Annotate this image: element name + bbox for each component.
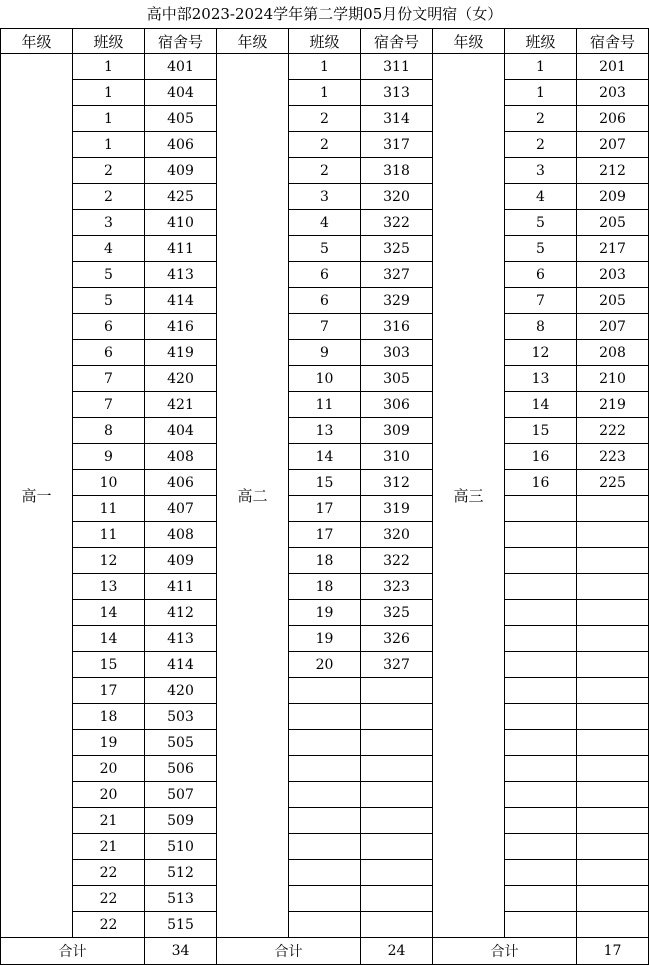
- total-value: 17: [577, 938, 649, 965]
- dorm-cell: [361, 808, 433, 834]
- class-cell: 1: [505, 54, 577, 80]
- header-class: 班级: [505, 29, 577, 54]
- table-row: [1, 548, 649, 574]
- class-cell: [289, 834, 361, 860]
- class-cell: [505, 782, 577, 808]
- dorm-cell: 201: [577, 54, 649, 80]
- class-cell: 21: [73, 808, 145, 834]
- class-cell: 5: [505, 236, 577, 262]
- dorm-cell: 313: [361, 80, 433, 106]
- class-cell: 8: [73, 418, 145, 444]
- class-cell: 2: [505, 106, 577, 132]
- dorm-cell: [577, 548, 649, 574]
- class-cell: 2: [505, 132, 577, 158]
- dorm-cell: [577, 522, 649, 548]
- class-cell: [505, 496, 577, 522]
- dorm-cell: 322: [361, 210, 433, 236]
- class-cell: 2: [289, 158, 361, 184]
- dormitory-table: [0, 28, 649, 965]
- dorm-cell: 404: [145, 418, 217, 444]
- class-cell: 6: [73, 314, 145, 340]
- dorm-cell: 207: [577, 132, 649, 158]
- table-row: [1, 600, 649, 626]
- header-class: 班级: [73, 29, 145, 54]
- dorm-cell: 510: [145, 834, 217, 860]
- table-row: [1, 496, 649, 522]
- class-cell: 15: [73, 652, 145, 678]
- class-cell: 14: [73, 626, 145, 652]
- table-row: [1, 80, 649, 106]
- table-row: [1, 834, 649, 860]
- dorm-cell: 420: [145, 366, 217, 392]
- class-cell: 22: [73, 886, 145, 912]
- dorm-cell: 410: [145, 210, 217, 236]
- class-cell: 18: [289, 574, 361, 600]
- class-cell: 20: [73, 782, 145, 808]
- dorm-cell: 327: [361, 652, 433, 678]
- dorm-cell: 411: [145, 236, 217, 262]
- class-cell: 20: [289, 652, 361, 678]
- class-cell: 1: [73, 80, 145, 106]
- dorm-cell: 409: [145, 548, 217, 574]
- dorm-cell: [577, 860, 649, 886]
- dorm-cell: [577, 756, 649, 782]
- class-cell: 4: [289, 210, 361, 236]
- dorm-cell: [577, 782, 649, 808]
- class-cell: 1: [505, 80, 577, 106]
- page-title: 高中部2023-2024学年第二学期05月份文明宿（女）: [146, 5, 503, 23]
- class-cell: 7: [505, 288, 577, 314]
- dorm-cell: [577, 704, 649, 730]
- dorm-cell: 312: [361, 470, 433, 496]
- grade-cell: 高一: [1, 54, 73, 938]
- dorm-cell: 212: [577, 158, 649, 184]
- dorm-cell: 222: [577, 418, 649, 444]
- class-cell: 9: [73, 444, 145, 470]
- header-grade: 年级: [1, 29, 73, 54]
- dorm-cell: 209: [577, 184, 649, 210]
- dorm-cell: 420: [145, 678, 217, 704]
- dorm-cell: 303: [361, 340, 433, 366]
- dorm-cell: 323: [361, 574, 433, 600]
- dorm-cell: 409: [145, 158, 217, 184]
- class-cell: 4: [73, 236, 145, 262]
- table-row: [1, 574, 649, 600]
- table-row: [1, 912, 649, 938]
- class-cell: [505, 522, 577, 548]
- dorm-cell: [361, 678, 433, 704]
- dorm-cell: 319: [361, 496, 433, 522]
- table-row: [1, 418, 649, 444]
- table-row: [1, 808, 649, 834]
- class-cell: [505, 912, 577, 938]
- dorm-cell: 416: [145, 314, 217, 340]
- class-cell: [505, 574, 577, 600]
- class-cell: 9: [289, 340, 361, 366]
- dorm-cell: 414: [145, 288, 217, 314]
- class-cell: 11: [289, 392, 361, 418]
- class-cell: 15: [505, 418, 577, 444]
- dorm-cell: 425: [145, 184, 217, 210]
- dorm-cell: 408: [145, 444, 217, 470]
- class-cell: 17: [289, 496, 361, 522]
- total-value: 34: [145, 938, 217, 965]
- dorm-cell: [577, 730, 649, 756]
- class-cell: 19: [289, 600, 361, 626]
- class-cell: 3: [73, 210, 145, 236]
- dorm-cell: 203: [577, 262, 649, 288]
- dorm-cell: 507: [145, 782, 217, 808]
- header-grade: 年级: [217, 29, 289, 54]
- dorm-cell: 206: [577, 106, 649, 132]
- table-row: [1, 704, 649, 730]
- table-row: [1, 366, 649, 392]
- class-cell: [505, 834, 577, 860]
- dorm-cell: 506: [145, 756, 217, 782]
- class-cell: 20: [73, 756, 145, 782]
- class-cell: 1: [289, 54, 361, 80]
- total-label: 合计: [1, 938, 145, 965]
- dorm-cell: [577, 808, 649, 834]
- dorm-cell: 326: [361, 626, 433, 652]
- grade-cell: 高二: [217, 54, 289, 938]
- class-cell: [505, 704, 577, 730]
- table-row: [1, 132, 649, 158]
- class-cell: 5: [73, 288, 145, 314]
- class-cell: 13: [73, 574, 145, 600]
- class-cell: [505, 730, 577, 756]
- class-cell: 22: [73, 912, 145, 938]
- class-cell: [289, 860, 361, 886]
- class-cell: 7: [73, 366, 145, 392]
- class-cell: 7: [73, 392, 145, 418]
- dorm-cell: [577, 912, 649, 938]
- class-cell: [505, 652, 577, 678]
- dorm-cell: 407: [145, 496, 217, 522]
- header-grade: 年级: [433, 29, 505, 54]
- dorm-cell: [577, 600, 649, 626]
- table-row: [1, 756, 649, 782]
- class-cell: 22: [73, 860, 145, 886]
- dorm-cell: 306: [361, 392, 433, 418]
- class-cell: 17: [73, 678, 145, 704]
- table-row: [1, 158, 649, 184]
- dorm-cell: 316: [361, 314, 433, 340]
- class-cell: 5: [73, 262, 145, 288]
- total-row: [1, 938, 649, 965]
- dorm-cell: 419: [145, 340, 217, 366]
- dorm-cell: [577, 496, 649, 522]
- dorm-cell: [577, 834, 649, 860]
- table-row: [1, 106, 649, 132]
- dorm-cell: 311: [361, 54, 433, 80]
- dorm-cell: 325: [361, 236, 433, 262]
- class-cell: 13: [289, 418, 361, 444]
- class-cell: 5: [289, 236, 361, 262]
- class-cell: 18: [289, 548, 361, 574]
- table-row: [1, 262, 649, 288]
- dorm-cell: 320: [361, 184, 433, 210]
- class-cell: [289, 808, 361, 834]
- header-dorm: 宿舍号: [577, 29, 649, 54]
- header-dorm: 宿舍号: [145, 29, 217, 54]
- dorm-cell: 408: [145, 522, 217, 548]
- class-cell: [289, 782, 361, 808]
- class-cell: 16: [505, 444, 577, 470]
- class-cell: 11: [73, 496, 145, 522]
- class-cell: 10: [73, 470, 145, 496]
- class-cell: 1: [289, 80, 361, 106]
- class-cell: 12: [505, 340, 577, 366]
- dorm-cell: 320: [361, 522, 433, 548]
- class-cell: 15: [289, 470, 361, 496]
- class-cell: [289, 886, 361, 912]
- class-cell: [505, 756, 577, 782]
- dorm-cell: [361, 912, 433, 938]
- class-cell: [505, 626, 577, 652]
- dorm-cell: 210: [577, 366, 649, 392]
- dorm-cell: 413: [145, 626, 217, 652]
- dorm-cell: 314: [361, 106, 433, 132]
- dorm-cell: 327: [361, 262, 433, 288]
- dorm-cell: 225: [577, 470, 649, 496]
- dorm-cell: [361, 704, 433, 730]
- class-cell: 21: [73, 834, 145, 860]
- dorm-cell: 317: [361, 132, 433, 158]
- class-cell: 16: [505, 470, 577, 496]
- table-row: [1, 392, 649, 418]
- dorm-cell: 223: [577, 444, 649, 470]
- dorm-cell: 329: [361, 288, 433, 314]
- dorm-cell: [577, 886, 649, 912]
- class-cell: [505, 886, 577, 912]
- dorm-cell: [361, 782, 433, 808]
- class-cell: 17: [289, 522, 361, 548]
- class-cell: 14: [289, 444, 361, 470]
- class-cell: 6: [73, 340, 145, 366]
- class-cell: 6: [289, 262, 361, 288]
- table-row: [1, 340, 649, 366]
- class-cell: [289, 912, 361, 938]
- dorm-cell: 509: [145, 808, 217, 834]
- dorm-cell: 513: [145, 886, 217, 912]
- table-row: [1, 236, 649, 262]
- class-cell: 19: [289, 626, 361, 652]
- dorm-cell: [361, 730, 433, 756]
- dorm-cell: [361, 886, 433, 912]
- table-row: [1, 314, 649, 340]
- dorm-cell: 325: [361, 600, 433, 626]
- class-cell: 3: [289, 184, 361, 210]
- class-cell: 5: [505, 210, 577, 236]
- dorm-cell: 421: [145, 392, 217, 418]
- class-cell: 2: [73, 184, 145, 210]
- class-cell: 1: [73, 106, 145, 132]
- dorm-cell: 208: [577, 340, 649, 366]
- total-value: 24: [361, 938, 433, 965]
- dorm-cell: 217: [577, 236, 649, 262]
- table-row: [1, 470, 649, 496]
- header-class: 班级: [289, 29, 361, 54]
- class-cell: 19: [73, 730, 145, 756]
- dorm-cell: 322: [361, 548, 433, 574]
- class-cell: 2: [73, 158, 145, 184]
- table-row: [1, 210, 649, 236]
- class-cell: 1: [73, 132, 145, 158]
- dorm-cell: 512: [145, 860, 217, 886]
- dorm-cell: 405: [145, 106, 217, 132]
- class-cell: 2: [289, 132, 361, 158]
- total-label: 合计: [217, 938, 361, 965]
- dorm-cell: 412: [145, 600, 217, 626]
- grade-cell: 高三: [433, 54, 505, 938]
- class-cell: [505, 808, 577, 834]
- class-cell: [289, 704, 361, 730]
- class-cell: 8: [505, 314, 577, 340]
- class-cell: 14: [73, 600, 145, 626]
- table-row: [1, 184, 649, 210]
- class-cell: [289, 756, 361, 782]
- dorm-cell: 411: [145, 574, 217, 600]
- dorm-cell: 406: [145, 132, 217, 158]
- class-cell: [505, 678, 577, 704]
- dorm-cell: [361, 756, 433, 782]
- class-cell: 6: [505, 262, 577, 288]
- dorm-cell: 401: [145, 54, 217, 80]
- class-cell: 10: [289, 366, 361, 392]
- table-row: [1, 886, 649, 912]
- dorm-cell: 310: [361, 444, 433, 470]
- dorm-cell: 503: [145, 704, 217, 730]
- dorm-cell: [361, 834, 433, 860]
- dorm-cell: 205: [577, 210, 649, 236]
- class-cell: [505, 548, 577, 574]
- class-cell: 13: [505, 366, 577, 392]
- dorm-cell: 219: [577, 392, 649, 418]
- dorm-cell: 414: [145, 652, 217, 678]
- dorm-cell: 404: [145, 80, 217, 106]
- class-cell: 2: [289, 106, 361, 132]
- table-row: [1, 54, 649, 80]
- header-dorm: 宿舍号: [361, 29, 433, 54]
- dorm-cell: [577, 678, 649, 704]
- class-cell: 4: [505, 184, 577, 210]
- class-cell: 14: [505, 392, 577, 418]
- table-row: [1, 730, 649, 756]
- dorm-cell: 406: [145, 470, 217, 496]
- dorm-cell: [577, 652, 649, 678]
- class-cell: [505, 600, 577, 626]
- class-cell: 7: [289, 314, 361, 340]
- class-cell: [289, 730, 361, 756]
- table-row: [1, 288, 649, 314]
- class-cell: 11: [73, 522, 145, 548]
- class-cell: 12: [73, 548, 145, 574]
- dorm-cell: 413: [145, 262, 217, 288]
- dorm-cell: 505: [145, 730, 217, 756]
- table-row: [1, 444, 649, 470]
- class-cell: 1: [73, 54, 145, 80]
- dorm-cell: 318: [361, 158, 433, 184]
- class-cell: 18: [73, 704, 145, 730]
- header-row: [1, 29, 649, 54]
- table-row: [1, 652, 649, 678]
- table-row: [1, 678, 649, 704]
- dorm-cell: [577, 626, 649, 652]
- table-row: [1, 860, 649, 886]
- dorm-cell: 203: [577, 80, 649, 106]
- table-row: [1, 522, 649, 548]
- table-row: [1, 782, 649, 808]
- dorm-cell: 205: [577, 288, 649, 314]
- dorm-cell: [361, 860, 433, 886]
- class-cell: [289, 678, 361, 704]
- table-row: [1, 626, 649, 652]
- dorm-cell: 207: [577, 314, 649, 340]
- class-cell: [505, 860, 577, 886]
- dorm-cell: 515: [145, 912, 217, 938]
- class-cell: 3: [505, 158, 577, 184]
- dorm-cell: 309: [361, 418, 433, 444]
- dorm-cell: [577, 574, 649, 600]
- total-label: 合计: [433, 938, 577, 965]
- class-cell: 6: [289, 288, 361, 314]
- dorm-cell: 305: [361, 366, 433, 392]
